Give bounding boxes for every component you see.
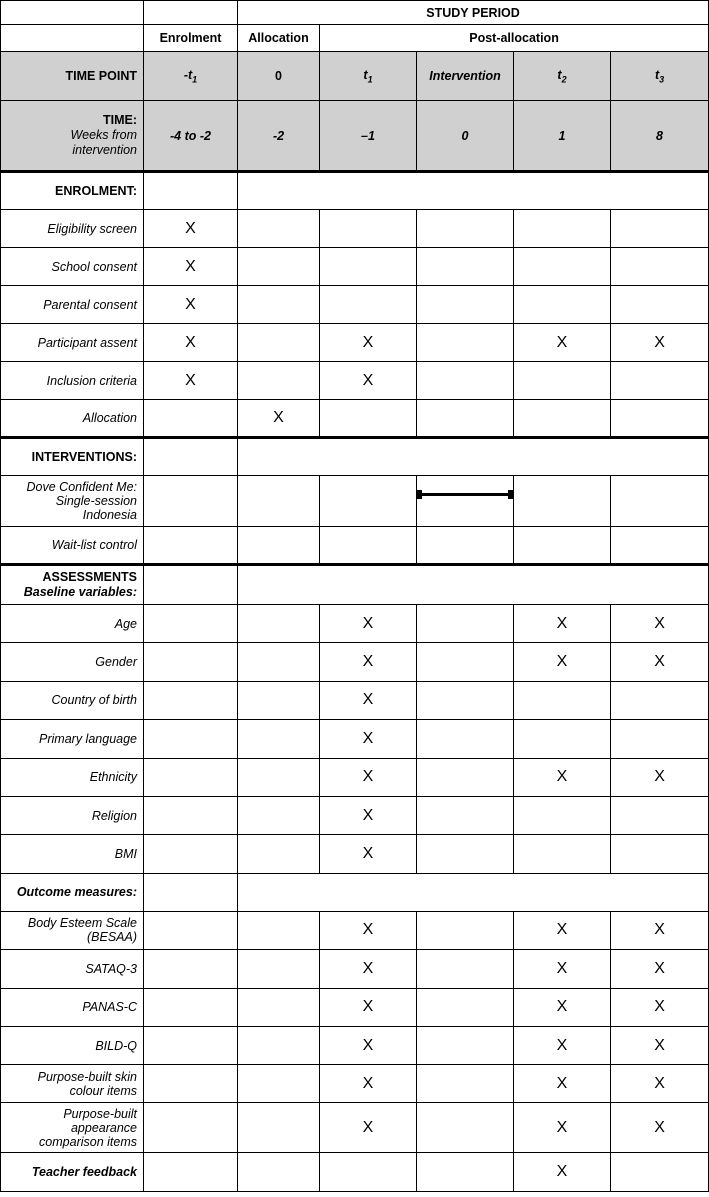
schedule-cell [144,324,238,362]
schedule-cell [144,796,238,834]
empty-cell [144,565,238,605]
schedule-cell [144,911,238,949]
schedule-cell [320,476,417,527]
schedule-cell [144,400,238,438]
x-mark: X [362,959,374,977]
schedule-cell [144,286,238,324]
x-mark: X [273,409,284,426]
row-label: Ethnicity [1,758,144,796]
schedule-cell [238,758,320,796]
x-mark: X [362,806,374,824]
timepoint-value: t [654,67,660,82]
schedule-cell [611,527,709,565]
x-mark: X [362,1118,374,1136]
row-label: Primary language [1,720,144,758]
timepoint-cell [320,52,417,101]
schedule-cell [320,1065,417,1103]
schedule-cell [417,758,514,796]
schedule-cell [611,1065,709,1103]
empty-span-cell [238,438,709,476]
row-label: Teacher feedback [1,1153,144,1191]
schedule-cell [611,1153,709,1191]
time-value: -4 to -2 [144,101,238,172]
row-label: Country of birth [1,681,144,719]
time-value: 8 [611,101,709,172]
x-mark: X [556,959,568,977]
schedule-cell [514,324,611,362]
schedule-cell [611,324,709,362]
schedule-cell [144,362,238,400]
timepoint-cell [417,52,514,101]
x-mark: X [654,768,665,786]
blank-corner [1,1,144,25]
timepoint-subscript: 1 [192,74,198,85]
schedule-cell [611,911,709,949]
schedule-cell [320,911,417,949]
schedule-cell [611,758,709,796]
time-row [1,101,709,172]
section-label [1,172,144,210]
x-mark: X [362,921,374,939]
schedule-cell [320,988,417,1026]
row-label: School consent [1,248,144,286]
x-mark: X [556,1074,568,1092]
section-header-row [1,438,709,476]
schedule-cell [417,1103,514,1153]
x-mark: X [556,998,568,1016]
schedule-cell [144,1103,238,1153]
x-mark: X [654,959,665,977]
schedule-row [1,950,709,988]
schedule-cell [144,210,238,248]
schedule-cell [238,950,320,988]
schedule-cell [144,1153,238,1191]
schedule-cell [514,720,611,758]
schedule-cell [417,400,514,438]
baseline-subtitle: Baseline variables: [23,585,137,599]
x-mark: X [654,614,665,632]
schedule-cell [514,400,611,438]
schedule-row [1,643,709,681]
schedule-cell [611,1103,709,1153]
x-mark: X [362,691,374,709]
schedule-cell [611,950,709,988]
schedule-cell [611,248,709,286]
intervention-duration-bar [417,476,513,526]
schedule-cell [144,643,238,681]
time-value: -2 [238,101,320,172]
allocation-header: Allocation [238,25,320,52]
time-value: 1 [514,101,611,172]
schedule-row [1,720,709,758]
x-mark: X [654,1118,665,1136]
time-label-title: TIME: [102,113,137,127]
schedule-cell [144,835,238,873]
schedule-cell [611,643,709,681]
schedule-cell [144,527,238,565]
enrolment-header: Enrolment [144,25,238,52]
x-mark: X [362,998,374,1016]
time-value: –1 [320,101,417,172]
header-row-study-period [1,1,709,25]
schedule-cell [417,527,514,565]
schedule-cell [514,1026,611,1064]
row-label: Parental consent [1,286,144,324]
section-label [1,438,144,476]
timepoint-value: 0 [275,69,282,83]
schedule-cell [514,796,611,834]
x-mark: X [556,333,568,351]
schedule-cell [320,527,417,565]
schedule-cell [514,911,611,949]
schedule-cell [144,605,238,643]
schedule-cell [238,324,320,362]
schedule-cell [514,950,611,988]
study-period-header: STUDY PERIOD [238,1,709,25]
bar-line [417,493,513,496]
post-allocation-header: Post-allocation [320,25,709,52]
schedule-cell [320,210,417,248]
row-label: Wait-list control [1,527,144,565]
x-mark: X [362,1074,374,1092]
section-label [1,565,144,605]
x-mark: X [556,1036,568,1054]
schedule-row [1,1065,709,1103]
x-mark: X [654,653,665,671]
x-mark: X [556,1162,568,1180]
schedule-cell [238,1065,320,1103]
x-mark: X [185,333,196,351]
timepoint-subscript: 2 [561,74,567,85]
schedule-cell [514,210,611,248]
timepoint-cell [144,52,238,101]
schedule-cell [238,476,320,527]
x-mark: X [362,845,374,863]
row-label: Age [1,605,144,643]
schedule-cell [611,476,709,527]
schedule-cell [238,720,320,758]
schedule-cell [514,758,611,796]
row-label: PANAS-C [1,988,144,1026]
timepoint-row [1,52,709,101]
x-mark: X [362,371,374,389]
intervention-row [1,476,709,527]
schedule-cell [514,248,611,286]
bar-end-cap [508,490,513,499]
schedule-cell [238,988,320,1026]
schedule-cell [320,796,417,834]
x-mark: X [185,257,196,275]
schedule-cell [320,835,417,873]
schedule-cell [611,286,709,324]
schedule-row [1,362,709,400]
schedule-cell [514,605,611,643]
row-label: Religion [1,796,144,834]
x-mark: X [362,653,374,671]
schedule-cell [611,210,709,248]
schedule-cell [320,1153,417,1191]
schedule-cell [238,248,320,286]
schedule-cell [611,681,709,719]
schedule-cell [144,248,238,286]
schedule-cell [320,605,417,643]
schedule-cell [417,911,514,949]
x-mark: X [654,1074,665,1092]
schedule-cell [320,248,417,286]
empty-cell [144,172,238,210]
x-mark: X [654,1036,665,1054]
x-mark: X [185,371,196,389]
section-header-row [1,565,709,605]
schedule-cell [238,527,320,565]
schedule-cell [320,950,417,988]
schedule-row [1,286,709,324]
schedule-cell [417,248,514,286]
x-mark: X [362,614,374,632]
schedule-row [1,324,709,362]
schedule-cell [417,605,514,643]
section-label [1,873,144,911]
outcome-subtitle: Outcome measures: [16,884,137,899]
blank-corner [144,1,238,25]
schedule-cell [514,988,611,1026]
row-label: SATAQ-3 [1,950,144,988]
row-label: Gender [1,643,144,681]
schedule-cell [611,720,709,758]
schedule-cell [320,643,417,681]
schedule-cell [514,476,611,527]
blank-corner [1,25,144,52]
schedule-cell [144,758,238,796]
schedule-cell [320,1026,417,1064]
schedule-cell [238,911,320,949]
row-label: BMI [1,835,144,873]
schedule-cell [417,643,514,681]
schedule-cell [238,796,320,834]
schedule-cell [238,1026,320,1064]
timepoint-cell [611,52,709,101]
schedule-cell [514,527,611,565]
x-mark: X [654,998,665,1016]
schedule-cell [417,1065,514,1103]
section-header-row [1,172,709,210]
x-mark: X [556,614,568,632]
schedule-cell [238,400,320,438]
header-row-phases [1,25,709,52]
schedule-row [1,758,709,796]
schedule-cell [514,681,611,719]
row-label: Inclusion criteria [1,362,144,400]
x-mark: X [362,1036,374,1054]
schedule-cell [144,1065,238,1103]
x-mark: X [556,921,568,939]
schedule-cell [238,643,320,681]
empty-span-cell [238,873,709,911]
row-label: Eligibility screen [1,210,144,248]
schedule-cell [417,681,514,719]
schedule-row [1,681,709,719]
schedule-cell [611,605,709,643]
schedule-cell [514,362,611,400]
empty-span-cell [238,565,709,605]
schedule-cell [320,286,417,324]
timepoint-cell [514,52,611,101]
schedule-row [1,248,709,286]
schedule-cell [238,681,320,719]
schedule-cell [417,1153,514,1191]
schedule-cell [144,681,238,719]
x-mark: X [556,768,568,786]
time-value: 0 [417,101,514,172]
schedule-row [1,605,709,643]
time-label-subtitle: Weeks from intervention [70,128,137,157]
timepoint-subscript: 3 [659,74,665,85]
intervention-row [1,527,709,565]
schedule-cell [320,758,417,796]
timepoint-value: -t [183,67,193,82]
schedule-cell [514,643,611,681]
schedule-cell [417,286,514,324]
empty-span-cell [238,172,709,210]
schedule-cell [144,988,238,1026]
schedule-cell [611,400,709,438]
row-label: Allocation [1,400,144,438]
schedule-cell [144,950,238,988]
schedule-cell [238,605,320,643]
schedule-cell [320,400,417,438]
schedule-cell [238,286,320,324]
interventions-section-title: INTERVENTIONS: [31,450,137,464]
x-mark: X [556,653,568,671]
x-mark: X [362,729,374,747]
schedule-cell [320,720,417,758]
schedule-cell [238,362,320,400]
row-label: BILD-Q [1,1026,144,1064]
schedule-cell [417,476,514,527]
schedule-row [1,400,709,438]
schedule-cell [417,720,514,758]
schedule-row [1,1103,709,1153]
schedule-cell [514,286,611,324]
schedule-cell [238,835,320,873]
timepoint-subscript: 1 [367,74,373,85]
x-mark: X [556,1118,568,1136]
timepoint-value: t [363,67,368,82]
schedule-row [1,796,709,834]
schedule-row [1,835,709,873]
schedule-cell [514,835,611,873]
time-label [1,101,144,172]
schedule-cell [417,1026,514,1064]
schedule-cell [320,681,417,719]
x-mark: X [185,295,196,313]
bar-start-cap [417,490,422,499]
empty-cell [144,873,238,911]
schedule-cell [417,988,514,1026]
row-label: Dove Confident Me: Single-session Indonesia [1,476,144,527]
schedule-cell [320,324,417,362]
timepoint-value: Intervention [429,69,501,83]
empty-cell [144,438,238,476]
schedule-cell [514,1103,611,1153]
schedule-row [1,911,709,949]
schedule-cell [514,1153,611,1191]
schedule-cell [238,1103,320,1153]
schedule-cell [611,362,709,400]
row-label: Purpose-built skin colour items [1,1065,144,1103]
schedule-row [1,988,709,1026]
x-mark: X [362,333,374,351]
row-label: Purpose-built appearance comparison items [1,1103,144,1153]
schedule-cell [417,324,514,362]
x-mark: X [185,219,196,237]
x-mark: X [654,921,665,939]
timepoint-value: t [557,67,562,82]
schedule-cell [144,476,238,527]
schedule-cell [417,835,514,873]
schedule-cell [611,988,709,1026]
schedule-cell [144,720,238,758]
x-mark: X [362,768,374,786]
schedule-cell [417,210,514,248]
timepoint-label: TIME POINT [1,52,144,101]
schedule-row [1,210,709,248]
section-header-row [1,873,709,911]
schedule-row [1,1026,709,1064]
schedule-cell [320,1103,417,1153]
assessments-section-title: ASSESSMENTS [42,570,137,584]
timepoint-cell [238,52,320,101]
schedule-cell [514,1065,611,1103]
schedule-row [1,1153,709,1191]
row-label: Body Esteem Scale (BESAA) [1,911,144,949]
schedule-cell [417,796,514,834]
row-label: Participant assent [1,324,144,362]
schedule-cell [144,1026,238,1064]
schedule-cell [417,362,514,400]
schedule-cell [320,362,417,400]
schedule-cell [417,950,514,988]
schedule-cell [238,1153,320,1191]
enrolment-section-title: ENROLMENT: [55,184,137,198]
schedule-cell [611,835,709,873]
schedule-cell [238,210,320,248]
schedule-cell [611,1026,709,1064]
x-mark: X [654,333,665,351]
schedule-cell [611,796,709,834]
